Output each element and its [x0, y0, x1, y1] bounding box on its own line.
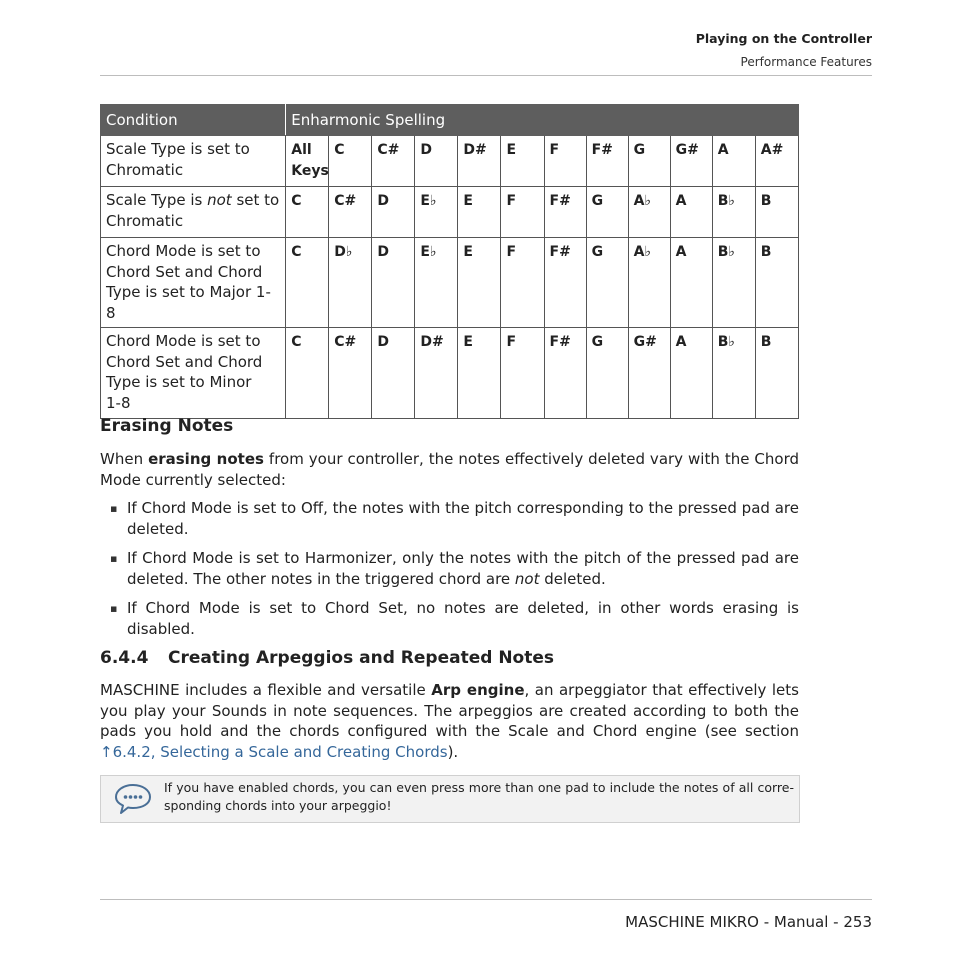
enharmonic-spelling-table	[100, 104, 799, 419]
tip-note-box	[100, 775, 800, 823]
page-footer: MASCHINE MIKRO - Manual - 253	[625, 913, 872, 931]
section-link[interactable]: ↑6.4.2, Selecting a Scale and Creating Chords	[100, 742, 448, 761]
table-row	[101, 187, 799, 238]
note-cell: G	[586, 187, 628, 238]
note-cell: C	[286, 187, 329, 238]
note-cell: D#	[458, 136, 501, 187]
column-header-spelling: Enharmonic Spelling	[286, 105, 799, 136]
arp-engine-paragraph: MASCHINE includes a flexible and versatile Arp engine, an arpeggiator that effectively lets you play your Sounds in note sequences. The arpeggios are created according to both the pads you hold and the chords configured with the Scale and Chord engine (see section ↑6.4.2, Selecting a Scale and Creating Chords).	[100, 681, 799, 761]
note-cell: B♭	[712, 328, 755, 419]
note-cell: G#	[628, 328, 670, 419]
running-header-subtitle: Performance Features	[740, 55, 872, 69]
condition-cell: Chord Mode is set to Chord Set and Chord Type is set to Minor 1-8	[101, 328, 286, 419]
note-cell: A	[670, 328, 712, 419]
column-header-condition: Condition	[101, 105, 286, 136]
speech-bubble-icon	[113, 782, 153, 816]
footer-rule	[100, 899, 872, 900]
note-cell: F#	[544, 187, 586, 238]
note-cell: C#	[329, 187, 372, 238]
condition-cell: Scale Type is set to Chromatic	[101, 136, 286, 187]
note-cell: C	[286, 328, 329, 419]
bullet-item: If Chord Mode is set to Harmonizer, only the notes with the pitch of the pressed pad are deleted. The other notes in the triggered chord are not deleted.	[127, 549, 799, 588]
table-row	[101, 328, 799, 419]
note-cell: G#	[670, 136, 712, 187]
note-cell: D	[372, 187, 415, 238]
note-cell: F	[544, 136, 586, 187]
note-cell: A#	[755, 136, 798, 187]
note-cell: D	[415, 136, 458, 187]
table-row	[101, 238, 799, 328]
note-cell: F	[501, 328, 544, 419]
note-cell: B♭	[712, 187, 755, 238]
note-cell: A	[670, 187, 712, 238]
section-title: Creating Arpeggios and Repeated Notes	[168, 648, 555, 668]
bullet-item: If Chord Mode is set to Off, the notes with the pitch corresponding to the pressed pad are deleted.	[127, 499, 799, 538]
note-cell: D#	[415, 328, 458, 419]
tip-note-text: If you have enabled chords, you can even press more than one pad to include the notes of all corre-sponding chords into your arpeggio!	[164, 780, 794, 813]
erasing-notes-heading: Erasing Notes	[100, 416, 234, 436]
note-cell: F#	[586, 136, 628, 187]
bullet-item: If Chord Mode is set to Chord Set, no notes are deleted, in other words erasing is disabled.	[127, 599, 799, 638]
note-cell: G	[586, 238, 628, 328]
note-cell: F#	[544, 328, 586, 419]
note-cell: C#	[372, 136, 415, 187]
note-cell: C	[286, 238, 329, 328]
running-header-title: Playing on the Controller	[695, 31, 872, 46]
bullet-marker: ▪	[110, 502, 118, 515]
note-cell: E	[501, 136, 544, 187]
note-cell: G	[586, 328, 628, 419]
bullet-marker: ▪	[110, 552, 118, 565]
note-cell: All Keys	[286, 136, 329, 187]
note-cell: E♭	[415, 187, 458, 238]
note-cell: E	[458, 238, 501, 328]
note-cell: D	[372, 238, 415, 328]
note-cell: E	[458, 328, 501, 419]
note-cell: D♭	[329, 238, 372, 328]
note-cell: F#	[544, 238, 586, 328]
condition-cell: Scale Type is not set to Chromatic	[101, 187, 286, 238]
note-cell: C#	[329, 328, 372, 419]
note-cell: A♭	[628, 187, 670, 238]
condition-cell: Chord Mode is set to Chord Set and Chord Type is set to Major 1-8	[101, 238, 286, 328]
note-cell: E♭	[415, 238, 458, 328]
note-cell: A♭	[628, 238, 670, 328]
table-row	[101, 136, 799, 187]
header-rule	[100, 75, 872, 76]
note-cell: A	[670, 238, 712, 328]
note-cell: E	[458, 187, 501, 238]
note-cell: F	[501, 238, 544, 328]
note-cell: B	[755, 328, 798, 419]
erasing-intro-paragraph: When erasing notes from your controller, the notes effectively deleted vary with the Chord Mode currently selected:	[100, 450, 799, 489]
note-cell: C	[329, 136, 372, 187]
note-cell: B	[755, 187, 798, 238]
note-cell: G	[628, 136, 670, 187]
note-cell: F	[501, 187, 544, 238]
note-cell: A	[712, 136, 755, 187]
note-cell: D	[372, 328, 415, 419]
table-header-row	[101, 105, 799, 136]
bullet-marker: ▪	[110, 602, 118, 615]
note-cell: B♭	[712, 238, 755, 328]
section-number: 6.4.4	[100, 648, 149, 668]
note-cell: B	[755, 238, 798, 328]
